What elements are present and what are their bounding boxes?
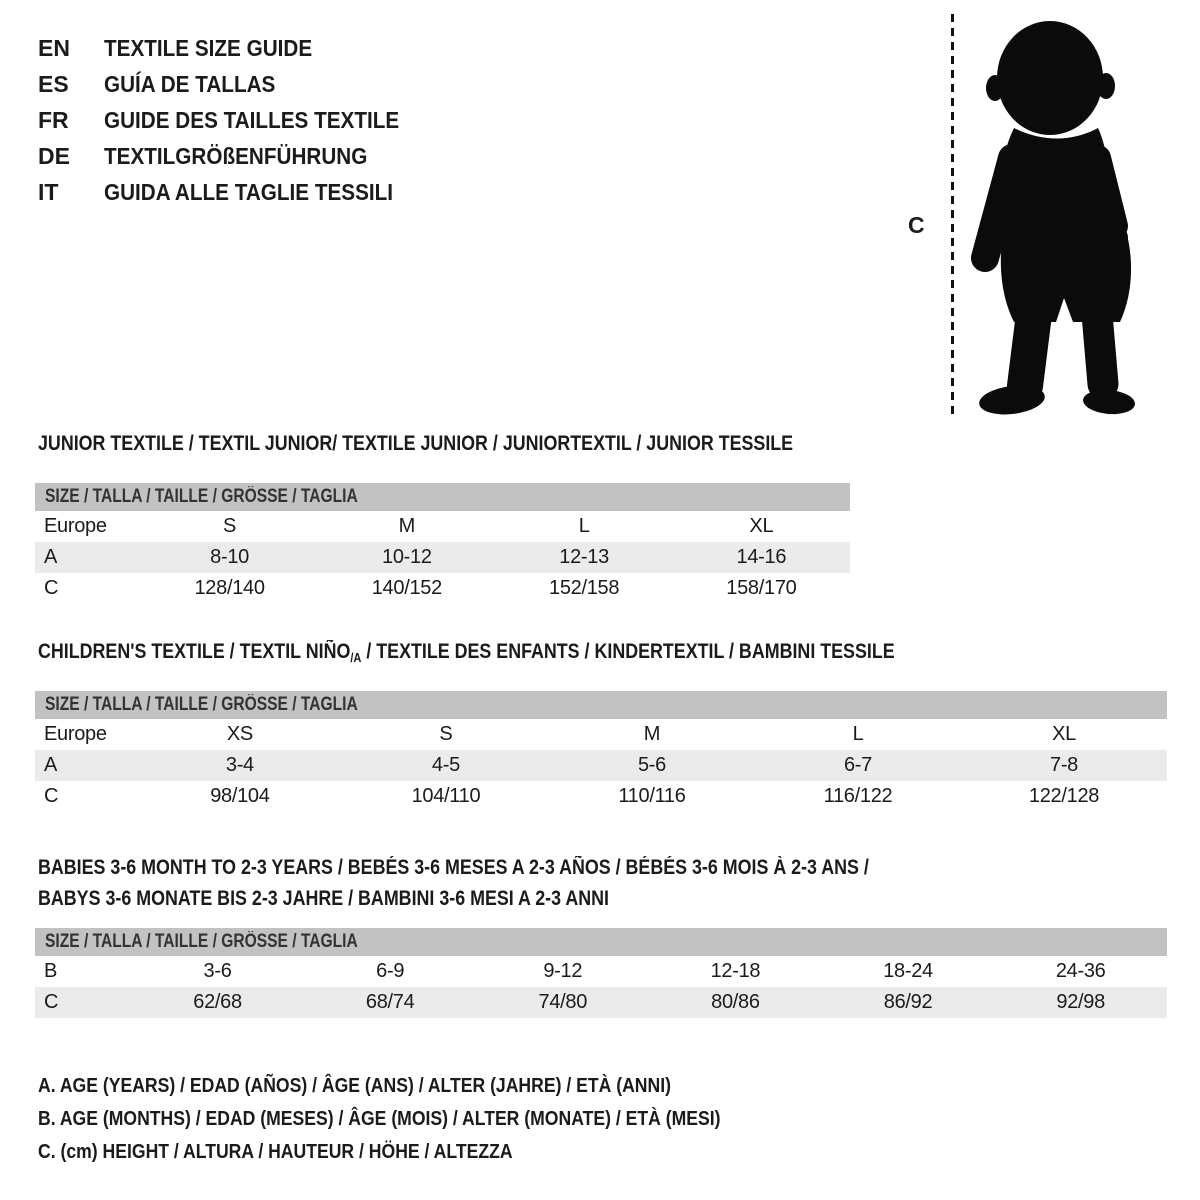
row-label: C [44,785,59,807]
age-cell: 6-9 [376,960,405,982]
height-cell: 98/104 [210,785,270,807]
lang-title: TEXTILGRÖßENFÜHRUNG [104,143,368,169]
size-header-bar: SIZE / TALLA / TAILLE / GRÖSSE / TAGLIA [35,483,850,511]
age-cell: 7-8 [1050,754,1079,776]
height-cell: 110/116 [618,785,686,807]
height-cell: 104/110 [411,785,481,807]
table-row [35,750,1167,781]
age-cell: 12-13 [559,546,609,568]
size-cell: XL [749,515,774,537]
height-cell: 140/152 [371,577,442,599]
language-title-list [38,30,432,210]
legend-line-c: C. (cm) HEIGHT / ALTURA / HAUTEUR / HÖHE / ALTEZZA [38,1141,513,1163]
age-cell: 10-12 [382,546,432,568]
legend-line-b: B. AGE (MONTHS) / EDAD (MESES) / ÂGE (MOIS) / ALTER (MONATE) / ETÀ (MESI) [38,1108,721,1130]
lang-code: EN [38,35,70,61]
row-label: B [44,960,58,982]
junior-section-title: JUNIOR TEXTILE / TEXTIL JUNIOR/ TEXTILE JUNIOR / JUNIORTEXTIL / JUNIOR TESSILE [38,432,794,455]
height-cell: 86/92 [883,991,933,1013]
table-row [35,781,1167,812]
lang-row-de [38,138,432,174]
size-cell: S [439,723,453,745]
age-cell: 6-7 [843,754,872,776]
lang-row-fr [38,102,432,138]
height-cell: 128/140 [194,577,265,599]
babies-size-table [35,928,1167,1018]
height-cell: 116/122 [823,785,893,807]
height-cell: 158/170 [726,577,797,599]
junior-size-table [35,483,850,604]
table-row [35,573,850,604]
age-cell: 12-18 [710,960,761,982]
height-cell: 74/80 [538,991,588,1013]
lang-title: TEXTILE SIZE GUIDE [104,35,313,61]
row-label: Europe [44,515,107,537]
lang-title: GUIDE DES TAILLES TEXTILE [104,107,400,133]
toddler-silhouette-icon [962,16,1138,420]
size-header-bar: SIZE / TALLA / TAILLE / GRÖSSE / TAGLIA [35,691,1167,719]
table-row [35,987,1167,1018]
row-label: A [44,754,58,776]
height-cell: 68/74 [365,991,415,1013]
size-cell: L [578,515,590,537]
nino-a-subscript: /A [350,650,362,665]
measurement-legend [38,1070,814,1169]
table-row [35,719,1167,750]
height-cell: 92/98 [1056,991,1105,1013]
height-cell: 152/158 [549,577,620,599]
age-cell: 4-5 [431,754,460,776]
row-label: C [44,991,59,1013]
age-cell: 18-24 [883,960,933,982]
row-label: Europe [44,723,107,745]
lang-row-en [38,30,432,66]
lang-title: GUÍA DE TALLAS [104,71,276,97]
age-cell: 3-4 [225,754,254,776]
height-cell: 80/86 [711,991,760,1013]
babies-section-title: BABIES 3-6 MONTH TO 2-3 YEARS / BEBÉS 3-6 MESES A 2-3 AÑOS / BÉBÉS 3-6 MOIS À 2-3 ANS / BABYS 3-6 MONATE BIS 2-3 JAHRE / BAMBINI 3-6 MESI A 2-3 ANNI [38,856,869,910]
size-cell: S [223,515,237,537]
children-size-table [35,691,1167,812]
lang-row-es [38,66,432,102]
age-cell: 5-6 [637,754,666,776]
lang-title: GUIDA ALLE TAGLIE TESSILI [104,179,394,205]
lang-code: FR [38,107,69,133]
row-label: A [44,546,58,568]
size-cell: XL [1052,723,1076,745]
size-cell: M [398,515,416,537]
size-cell: M [643,723,661,745]
height-dashed-line [951,14,954,416]
table-row [35,542,850,573]
legend-line-a: A. AGE (YEARS) / EDAD (AÑOS) / ÂGE (ANS) / ALTER (JAHRE) / ETÀ (ANNI) [38,1075,671,1097]
lang-code: ES [38,71,69,97]
table-row [35,956,1167,987]
size-cell: L [852,723,864,745]
height-measure-label: C [908,212,925,238]
age-cell: 9-12 [543,960,583,982]
size-cell: XS [226,723,253,745]
height-cell: 122/128 [1028,785,1100,807]
age-cell: 14-16 [736,546,787,568]
age-cell: 8-10 [210,546,249,568]
age-cell: 24-36 [1055,960,1106,982]
size-header-bar: SIZE / TALLA / TAILLE / GRÖSSE / TAGLIA [35,928,1167,956]
row-label: C [44,577,59,599]
lang-code: IT [38,179,59,205]
height-cell: 62/68 [193,991,242,1013]
lang-code: DE [38,143,70,169]
lang-row-it [38,174,432,210]
table-row [35,511,850,542]
age-cell: 3-6 [203,960,232,982]
children-section-title: CHILDREN'S TEXTILE / TEXTIL $NIÑO_{/A}$ / TEXTILE DES ENFANTS / KINDERTEXTIL / BAMBINI TESSILE [38,640,895,665]
